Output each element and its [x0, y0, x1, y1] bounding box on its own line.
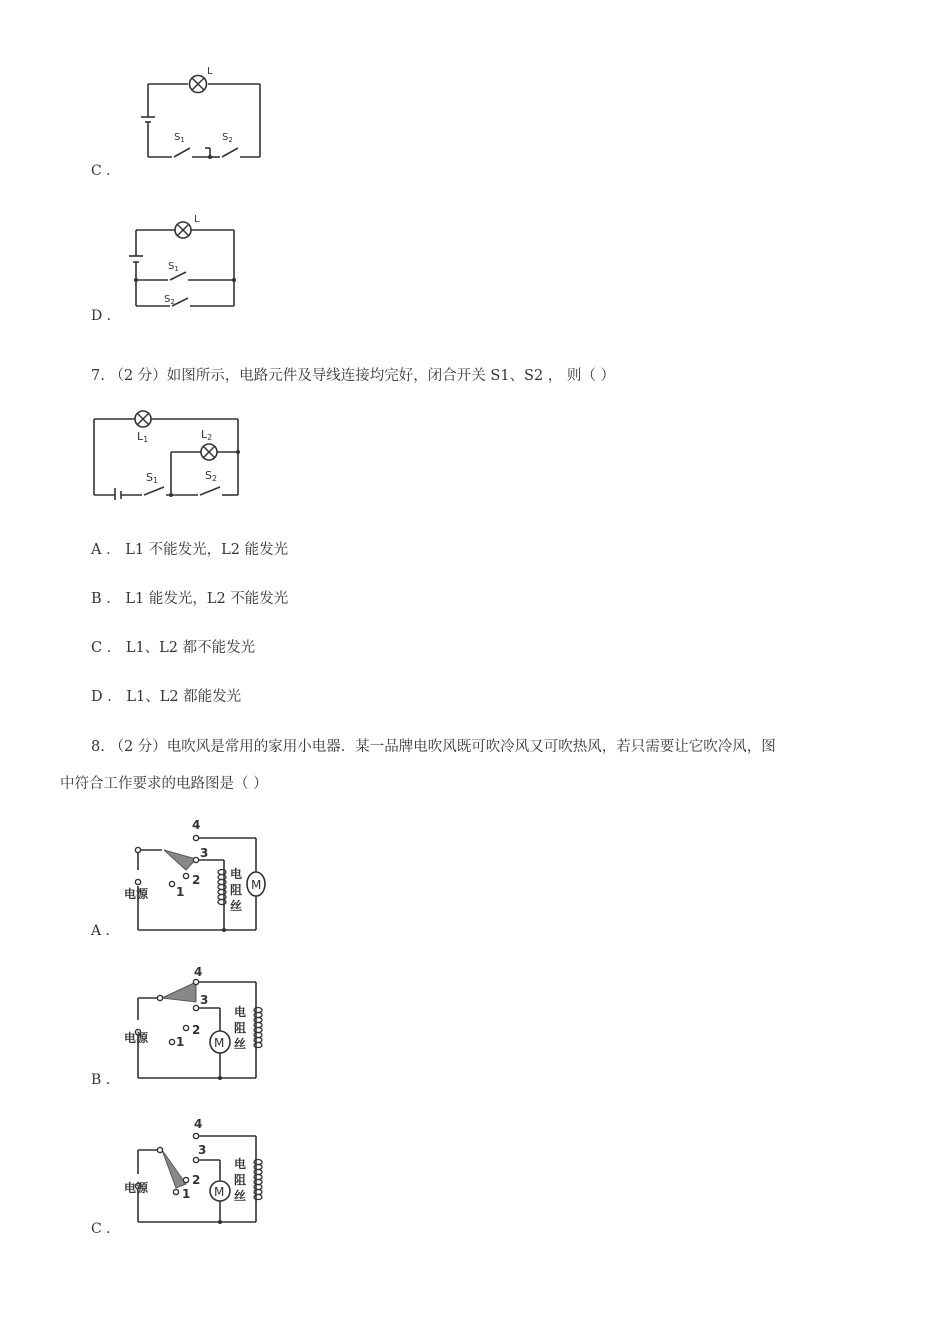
svg-text:1: 1 [182, 1187, 191, 1201]
svg-text:电: 电 [234, 1157, 247, 1171]
q6-option-d-figure [120, 210, 250, 314]
q6-option-d-label: D ． [91, 308, 121, 324]
q7-option-c[interactable]: C ． L1、L2 都不能发光 [91, 640, 256, 656]
q6-option-c-figure [130, 62, 270, 164]
lamp-icon [190, 76, 207, 93]
svg-text:电源: 电源 [124, 887, 149, 901]
q8-option-a-label[interactable]: A ． [91, 923, 120, 939]
lamp-l1-icon [135, 411, 151, 427]
q7-option-d[interactable]: D ． L1、L2 都能发光 [91, 689, 242, 705]
svg-text:丝: 丝 [230, 899, 243, 913]
q6-option-c-label: C ． [91, 163, 121, 179]
svg-text:4: 4 [194, 965, 203, 979]
svg-text:丝: 丝 [234, 1189, 247, 1203]
motor-icon [247, 872, 265, 896]
q8-stem-line2: 中符合工作要求的电路图是（ ） [60, 776, 268, 792]
svg-text:S2: $S_2$ [222, 132, 233, 144]
svg-text:L1: L1 [137, 430, 149, 444]
svg-text:阻: 阻 [234, 1021, 247, 1035]
q7-option-a[interactable]: A ． L1 不能发光，L2 能发光 [91, 542, 289, 558]
q8-option-b-figure [120, 962, 272, 1086]
q7-stem: 7. （2 分）如图所示，电路元件及导线连接均完好，闭合开关 S1、S2 ， 则（ ） [91, 368, 616, 384]
q8-option-a-figure [120, 812, 272, 936]
svg-text:电源: 电源 [124, 1181, 149, 1195]
svg-text:2: 2 [192, 1023, 201, 1037]
svg-text:3: 3 [200, 846, 209, 860]
q8-option-c-figure [120, 1110, 272, 1234]
svg-text:4: 4 [192, 818, 201, 832]
motor-icon [210, 1031, 230, 1053]
heater-coil-icon [218, 870, 226, 905]
svg-text:3: 3 [200, 993, 209, 1007]
svg-text:1: 1 [176, 1035, 185, 1049]
q7-figure [88, 405, 248, 500]
svg-text:2: 2 [192, 1173, 201, 1187]
svg-text:阻: 阻 [234, 1173, 247, 1187]
svg-text:S1: S1 [146, 471, 159, 485]
svg-text:1: 1 [176, 885, 185, 899]
svg-text:L2: L2 [201, 428, 213, 442]
q8-stem-line1: 8. （2 分）电吹风是常用的家用小电器．某一品牌电吹风既可吹冷风又可吹热风，若只需要让它吹冷风，图 [91, 739, 776, 755]
svg-text:3: 3 [198, 1143, 207, 1157]
svg-text:M: M [214, 1185, 225, 1199]
heater-coil-icon [254, 1008, 262, 1048]
motor-icon [210, 1181, 230, 1201]
svg-text:S1: $S_1$ [168, 261, 179, 273]
svg-text:丝: 丝 [234, 1037, 247, 1051]
svg-text:S2: S2 [205, 469, 218, 483]
svg-text:S2: $S_2$ [164, 294, 175, 306]
q8-option-c-label[interactable]: C ． [91, 1221, 121, 1237]
svg-text:M: M [251, 878, 262, 892]
svg-text:S1: $S_1$ [174, 132, 185, 144]
svg-text:2: 2 [192, 873, 201, 887]
svg-text:L: L [194, 214, 200, 225]
q7-option-b[interactable]: B ． L1 能发光，L2 不能发光 [91, 591, 289, 607]
lamp-icon [175, 222, 191, 238]
heater-coil-icon [254, 1160, 262, 1200]
svg-text:4: 4 [194, 1117, 203, 1131]
svg-text:电: 电 [230, 867, 243, 881]
svg-text:阻: 阻 [230, 883, 243, 897]
svg-text:电: 电 [234, 1005, 247, 1019]
svg-text:电源: 电源 [124, 1031, 149, 1045]
svg-text:M: M [214, 1036, 225, 1050]
lamp-label: L [207, 66, 213, 77]
lamp-l2-icon [201, 444, 217, 460]
q8-option-b-label[interactable]: B ． [91, 1072, 120, 1088]
